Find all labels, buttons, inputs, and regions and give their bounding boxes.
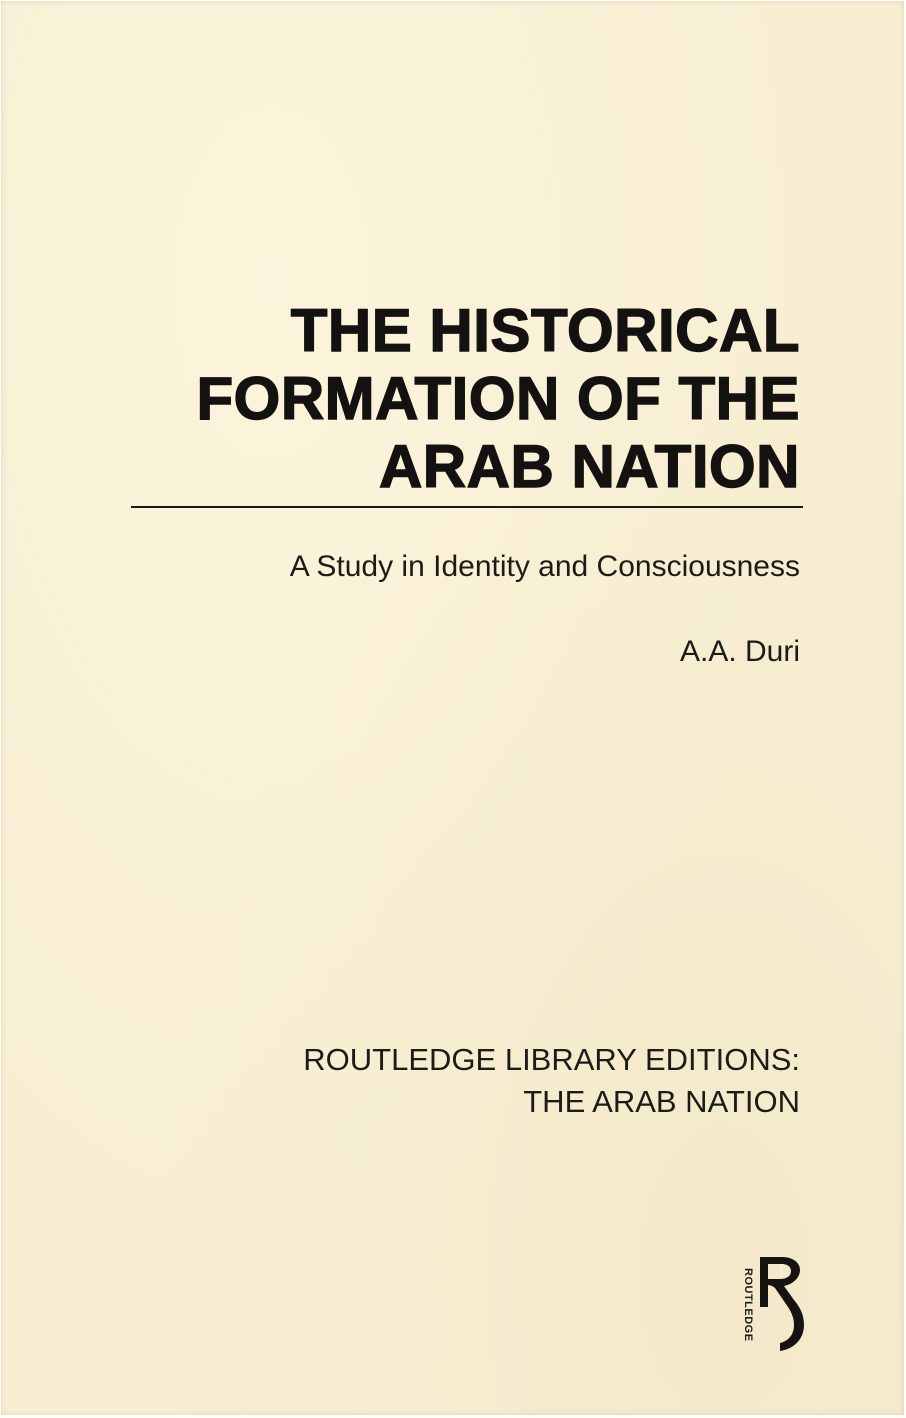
book-title [197,297,801,501]
title-divider [131,506,803,508]
book-title-line-3: ARAB NATION [378,433,800,500]
book-title-line-1: THE HISTORICAL [290,297,800,364]
series-line-1: ROUTLEDGE LIBRARY EDITIONS: [303,1042,800,1077]
book-cover [1,1,904,1415]
routledge-r-profile-icon [758,1255,806,1353]
series-name [303,1039,800,1123]
series-line-2: THE ARAB NATION [523,1084,800,1119]
book-title-line-2: FORMATION OF THE [196,365,800,432]
book-author: A.A. Duri [679,635,800,668]
publisher-name: ROUTLEDGE [742,1268,754,1342]
book-subtitle: A Study in Identity and Consciousness [289,550,800,583]
